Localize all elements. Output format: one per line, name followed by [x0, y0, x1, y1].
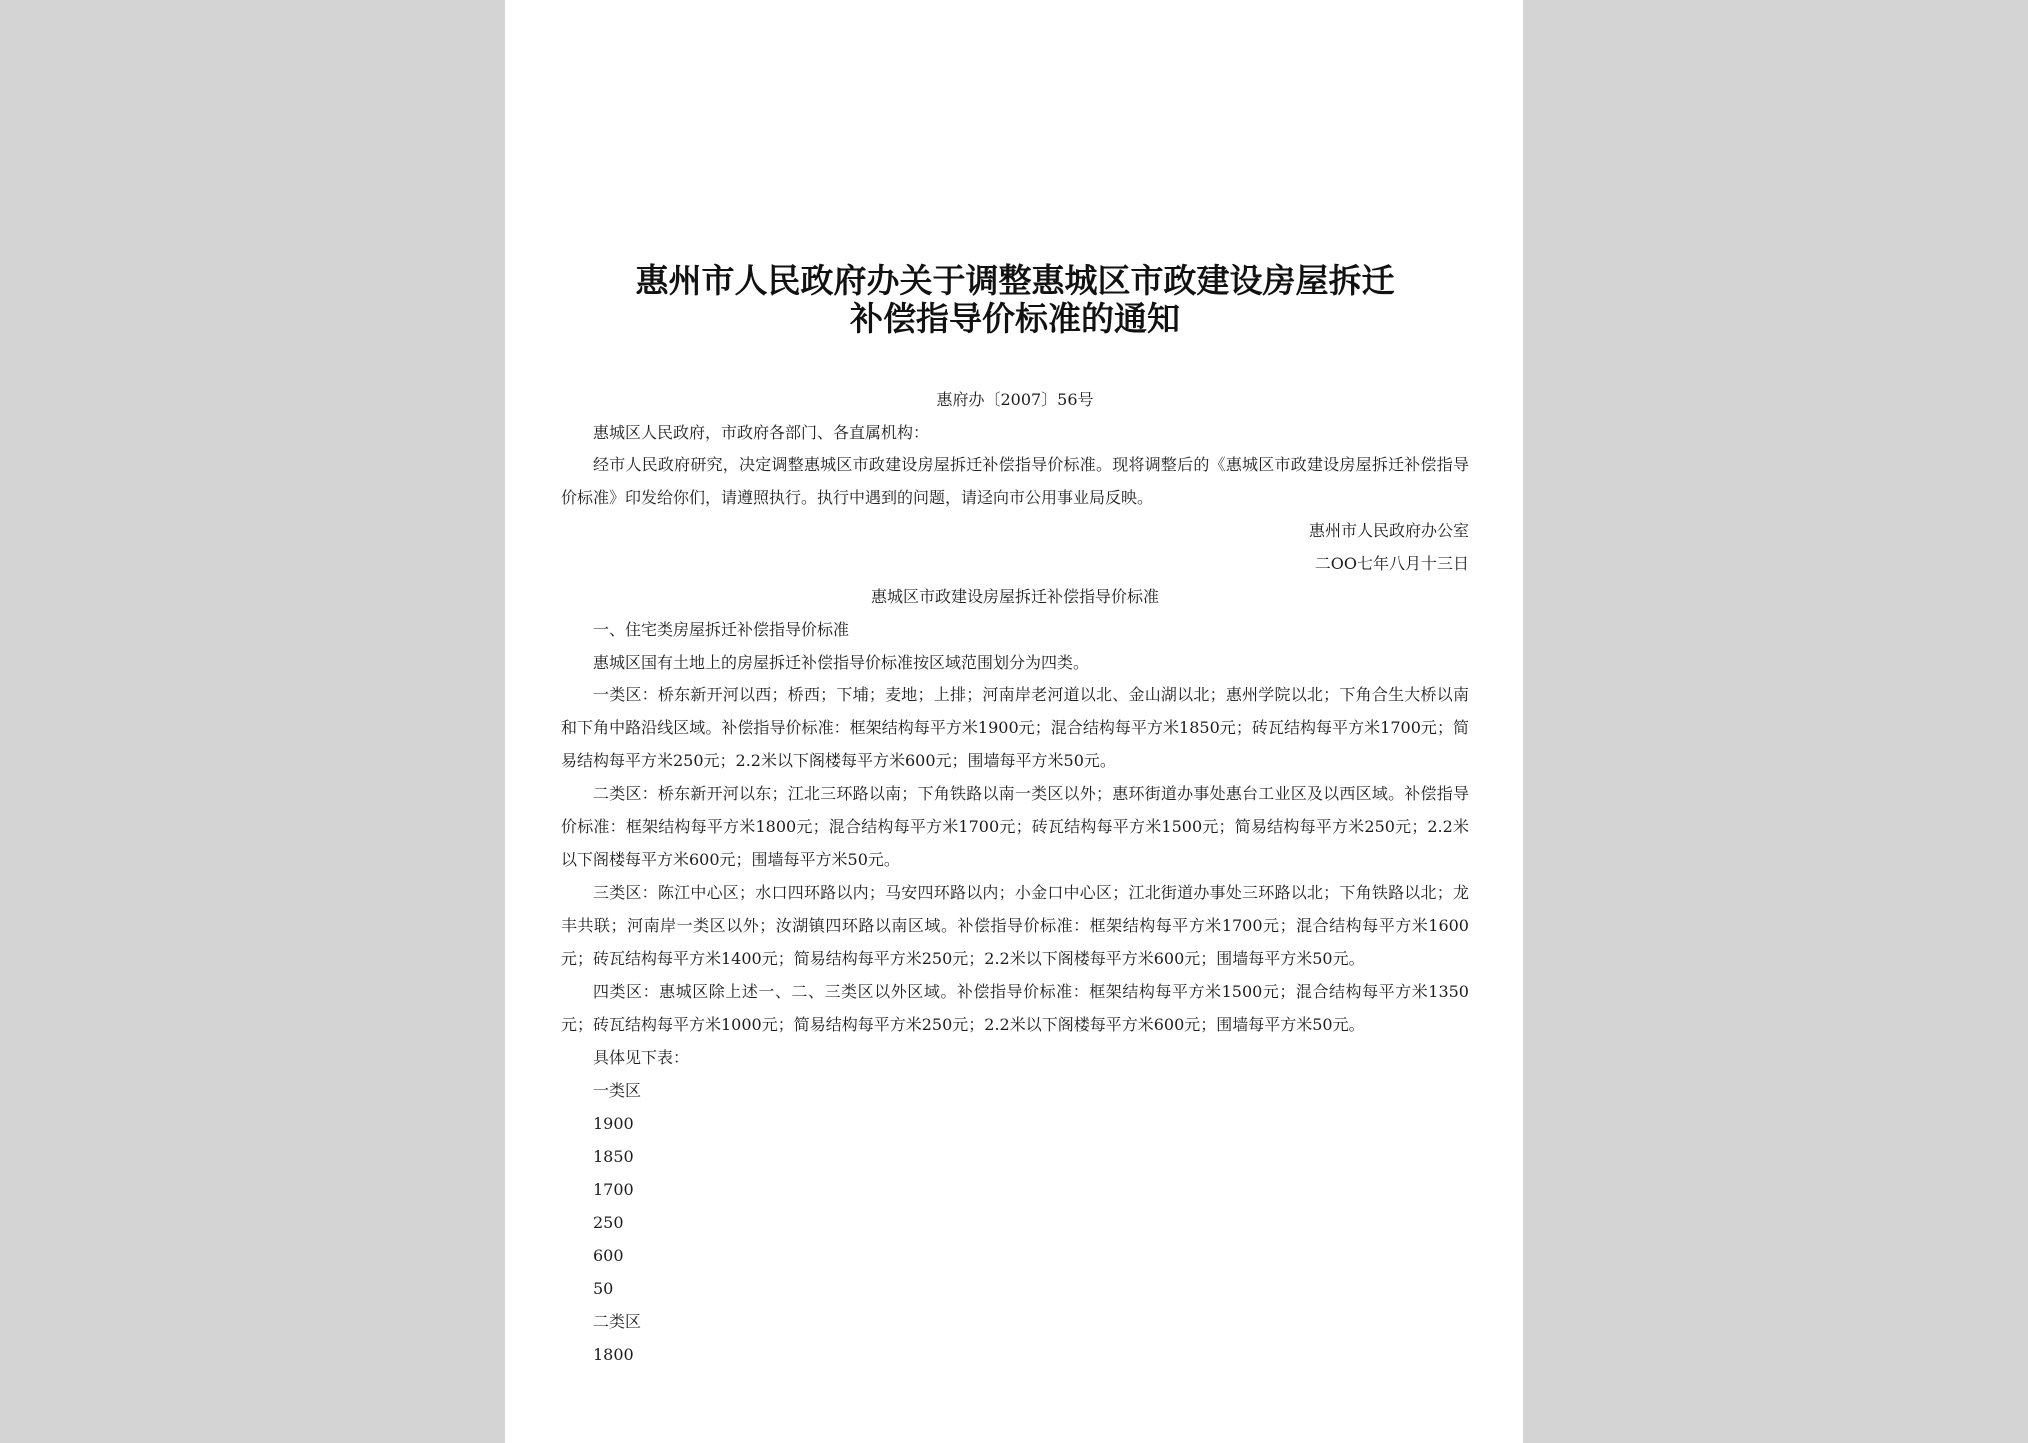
section-heading: 一、住宅类房屋拆迁补偿指导价标准	[593, 620, 850, 639]
signature: 惠州市人民政府办公室	[1308, 521, 1469, 540]
issue-date: 二OO七年八月十三日	[1314, 554, 1469, 573]
table-intro: 具体见下表：	[593, 1048, 690, 1067]
section-intro: 惠城区国有土地上的房屋拆迁补偿指导价标准按区域范围划分为四类。	[593, 653, 1090, 672]
zone-4-paragraph: 四类区：惠城区除上述一、二、三类区以外区域。补偿指导价标准：框架结构每平方米1500元；混合结构每平方米1350元；砖瓦结构每平方米1000元；简易结构每平方米250元；2.2米以下阁楼每平方米600元；围墙每平方米50元。	[561, 982, 1469, 1034]
document-title	[561, 262, 1469, 338]
addressee: 惠城区人民政府，市政府各部门、各直属机构：	[593, 423, 930, 442]
zone-1-paragraph: 一类区：桥东新开河以西；桥西；下埔；麦地；上排；河南岸老河道以北、金山湖以北；惠州学院以北；下角合生大桥以南和下角中路沿线区域。补偿指导价标准：框架结构每平方米1900元；混合结构每平方米1850元；砖瓦结构每平方米1700元；简易结构每平方米250元；2.2米以下阁楼每平方米600元；围墙每平方米50元。	[561, 685, 1469, 770]
list-item: 二类区	[593, 1312, 642, 1331]
list-item: 一类区	[593, 1081, 642, 1100]
list-item: 1800	[593, 1345, 634, 1364]
title-line-1: 惠州市人民政府办关于调整惠城区市政建设房屋拆迁	[635, 261, 1395, 300]
title-line-2: 补偿指导价标准的通知	[850, 299, 1180, 338]
list-item: 1700	[593, 1180, 634, 1199]
document-page	[505, 0, 1523, 1443]
list-item: 600	[593, 1246, 624, 1265]
list-item: 50	[593, 1279, 614, 1298]
attachment-title: 惠城区市政建设房屋拆迁补偿指导价标准	[870, 587, 1159, 606]
zone-2-paragraph: 二类区：桥东新开河以东；江北三环路以南；下角铁路以南一类区以外；惠环街道办事处惠台工业区及以西区域。补偿指导价标准：框架结构每平方米1800元；混合结构每平方米1700元；砖瓦结构每平方米1500元；简易结构每平方米250元；2.2米以下阁楼每平方米600元；围墙每平方米50元。	[561, 784, 1469, 869]
document-number: 惠府办〔2007〕56号	[936, 390, 1094, 409]
intro-paragraph: 经市人民政府研究，决定调整惠城区市政建设房屋拆迁补偿指导价标准。现将调整后的《惠城区市政建设房屋拆迁补偿指导价标准》印发给你们，请遵照执行。执行中遇到的问题，请迳向市公用事业局反映。	[561, 455, 1469, 507]
list-item: 1900	[593, 1114, 634, 1133]
zone-3-paragraph: 三类区：陈江中心区；水口四环路以内；马安四环路以内；小金口中心区；江北街道办事处三环路以北；下角铁路以北；龙丰共联；河南岸一类区以外；汝湖镇四环路以南区域。补偿指导价标准：框架结构每平方米1700元；混合结构每平方米1600元；砖瓦结构每平方米1400元；简易结构每平方米250元；2.2米以下阁楼每平方米600元；围墙每平方米50元。	[561, 883, 1469, 968]
list-item: 1850	[593, 1147, 634, 1166]
list-item: 250	[593, 1213, 624, 1232]
document-content	[561, 0, 1469, 1443]
